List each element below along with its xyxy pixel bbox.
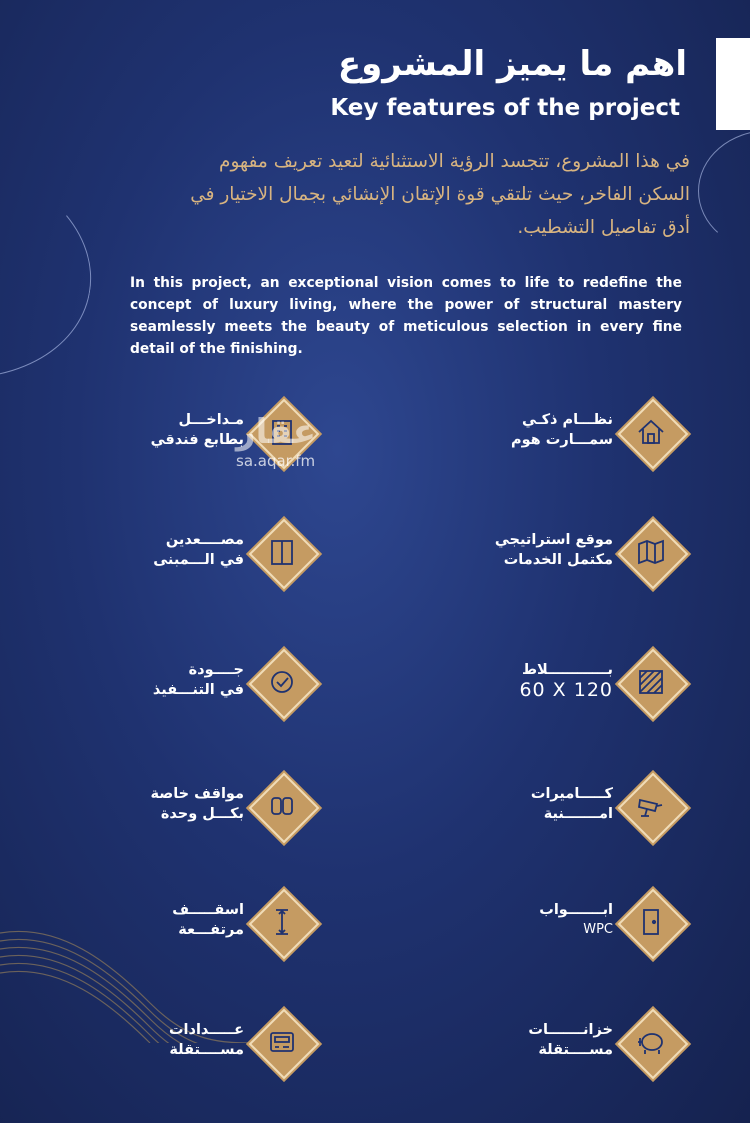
feature-smart-home	[375, 388, 705, 478]
feature-subtitle: مســــتقلة	[169, 1042, 244, 1058]
feature-title: كـــــاميرات	[530, 786, 613, 802]
feature-private-parking	[6, 762, 336, 852]
camera-icon	[635, 790, 667, 822]
watermark	[236, 412, 316, 470]
page-title-arabic: اهم ما يميز المشروع	[337, 44, 687, 84]
feature-subtitle: بطابع فندقي	[150, 432, 244, 448]
feature-title: جــــودة	[188, 662, 244, 678]
map-icon	[635, 536, 667, 568]
feature-doors	[375, 878, 705, 968]
feature-subtitle: سمـــارت هوم	[510, 432, 613, 448]
watermark-url: sa.aqar.fm	[236, 452, 316, 470]
ceiling-height-icon	[266, 906, 298, 938]
feature-subtitle: امـــــــنية	[543, 806, 613, 822]
door-icon	[635, 906, 667, 938]
tiles-icon	[635, 666, 667, 698]
meter-icon	[266, 1026, 298, 1058]
feature-title: نظـــام ذكـي	[521, 412, 613, 428]
elevator-icon	[266, 536, 298, 568]
feature-subtitle: بكـــل وحدة	[160, 806, 244, 822]
page-title-english: Key features of the project	[330, 95, 680, 121]
feature-title: بــــــــــــلاط	[522, 662, 613, 678]
feature-subtitle: مرتفـــعة	[178, 922, 244, 938]
white-tab-decoration	[716, 38, 750, 130]
feature-title: ابـــــــواب	[539, 902, 613, 918]
feature-strategic-location	[375, 508, 705, 598]
feature-subtitle: مكتمل الخدمات	[503, 552, 613, 568]
feature-title: اسقـــــف	[172, 902, 244, 918]
feature-subtitle: مســــتقلة	[538, 1042, 613, 1058]
feature-quality	[6, 638, 336, 728]
feature-title: عـــــدادات	[168, 1022, 244, 1038]
feature-title: مصــــعدين	[165, 532, 244, 548]
watermark-logo: عقار	[236, 412, 317, 452]
feature-title: مـداخـــل	[178, 412, 244, 428]
feature-high-ceilings	[6, 878, 336, 968]
intro-text-english: In this project, an exceptional vision comes to life to redefine the concept of luxury living, where the power of structural mastery seamlessly meets the beauty of meticulous selection in every fine detail of the finishing.	[130, 275, 682, 357]
decorative-arc-right	[698, 130, 750, 252]
feature-water-tanks	[375, 998, 705, 1088]
intro-text-arabic	[130, 145, 690, 244]
smart-home-icon	[635, 416, 667, 448]
feature-title: مواقف خاصة	[150, 786, 244, 802]
feature-title: خزانـــــــات	[528, 1022, 613, 1038]
parking-icon	[266, 790, 298, 822]
decorative-arc-left	[0, 137, 109, 400]
intro-ar-line: السكن الفاخر، حيث تلتقي قوة الإتقان الإنشائي بجمال الاختيار في	[190, 184, 690, 205]
feature-subtitle: 60 X 120	[519, 679, 613, 701]
feature-title: موقع استراتيجي	[494, 532, 613, 548]
water-tank-icon	[635, 1026, 667, 1058]
feature-subtitle: WPC	[583, 922, 613, 937]
feature-elevators	[6, 508, 336, 598]
feature-subtitle: في التنـــفيذ	[152, 682, 244, 698]
feature-subtitle: في الـــمبنى	[153, 552, 244, 568]
feature-independent-meters	[6, 998, 336, 1088]
intro-ar-line: في هذا المشروع، تتجسد الرؤية الاستثنائية لتعيد تعريف مفهوم	[219, 151, 690, 172]
intro-ar-line: أدق تفاصيل التشطيب.	[517, 217, 690, 238]
quality-badge-icon	[266, 666, 298, 698]
feature-security-cameras	[375, 762, 705, 852]
feature-tiles	[375, 638, 705, 728]
